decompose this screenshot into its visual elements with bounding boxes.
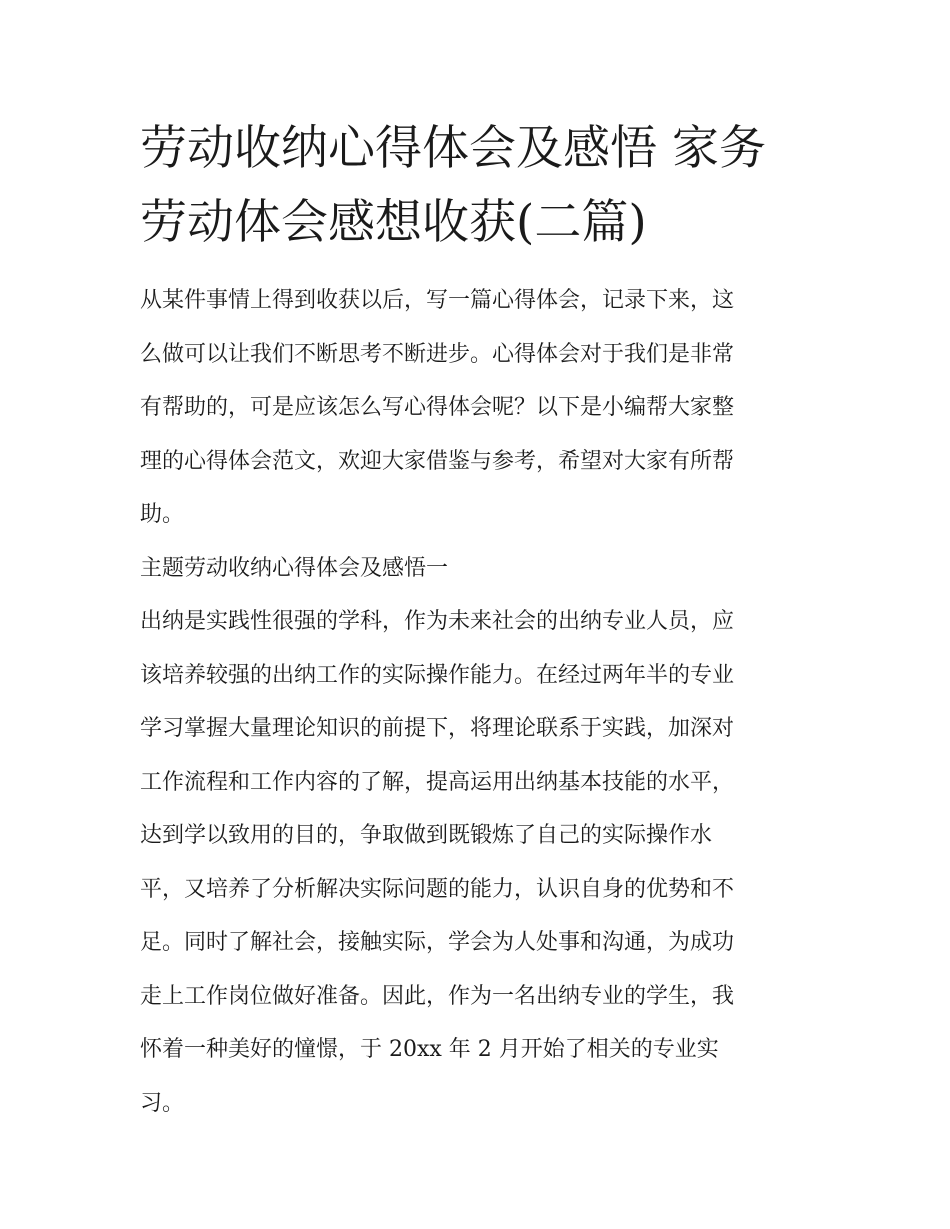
title-line: 劳动收纳心得体会及感悟 家务 (140, 121, 766, 176)
paragraph-line: 出纳是实践性很强的学科，作为未来社会的出纳专业人员，应 (140, 609, 735, 634)
section-heading: 主题劳动收纳心得体会及感悟一 (140, 555, 449, 581)
paragraph-line: 平，又培养了分析解决实际问题的能力，认识自身的优势和不 (140, 876, 735, 902)
paragraph-line: 该培养较强的出纳工作的实际操作能力。在经过两年半的专业 (140, 662, 735, 688)
document-body (140, 274, 812, 1130)
intro-line: 助。 (140, 502, 185, 527)
document-title (140, 112, 812, 260)
intro-line: 么做可以让我们不断思考不断进步。心得体会对于我们是非常 (140, 341, 735, 367)
paragraph-line: 足。同时了解社会，接触实际，学会为人处事和沟通，为成功 (140, 930, 735, 955)
paragraph-line: 学习掌握大量理论知识的前提下，将理论联系于实践，加深对 (140, 716, 735, 741)
title-line: 劳动体会感想收获(二篇) (140, 195, 647, 250)
intro-line: 理的心得体会范文，欢迎大家借鉴与参考，希望对大家有所帮 (140, 448, 735, 474)
intro-line: 从某件事情上得到收获以后，写一篇心得体会，记录下来，这 (140, 288, 735, 313)
paragraph-line: 达到学以致用的目的，争取做到既锻炼了自己的实际操作水 (140, 823, 713, 848)
paragraph-line: 习。 (140, 1090, 185, 1116)
document-page (140, 112, 812, 1130)
paragraph-line: 工作流程和工作内容的了解，提高运用出纳基本技能的水平， (140, 769, 735, 795)
paragraph-line: 怀着一种美好的憧憬，于 20xx 年 2 月开始了相关的专业实 (140, 1037, 719, 1062)
paragraph-line: 走上工作岗位做好准备。因此，作为一名出纳专业的学生，我 (140, 983, 735, 1009)
intro-line: 有帮助的，可是应该怎么写心得体会呢？以下是小编帮大家整 (140, 395, 735, 420)
